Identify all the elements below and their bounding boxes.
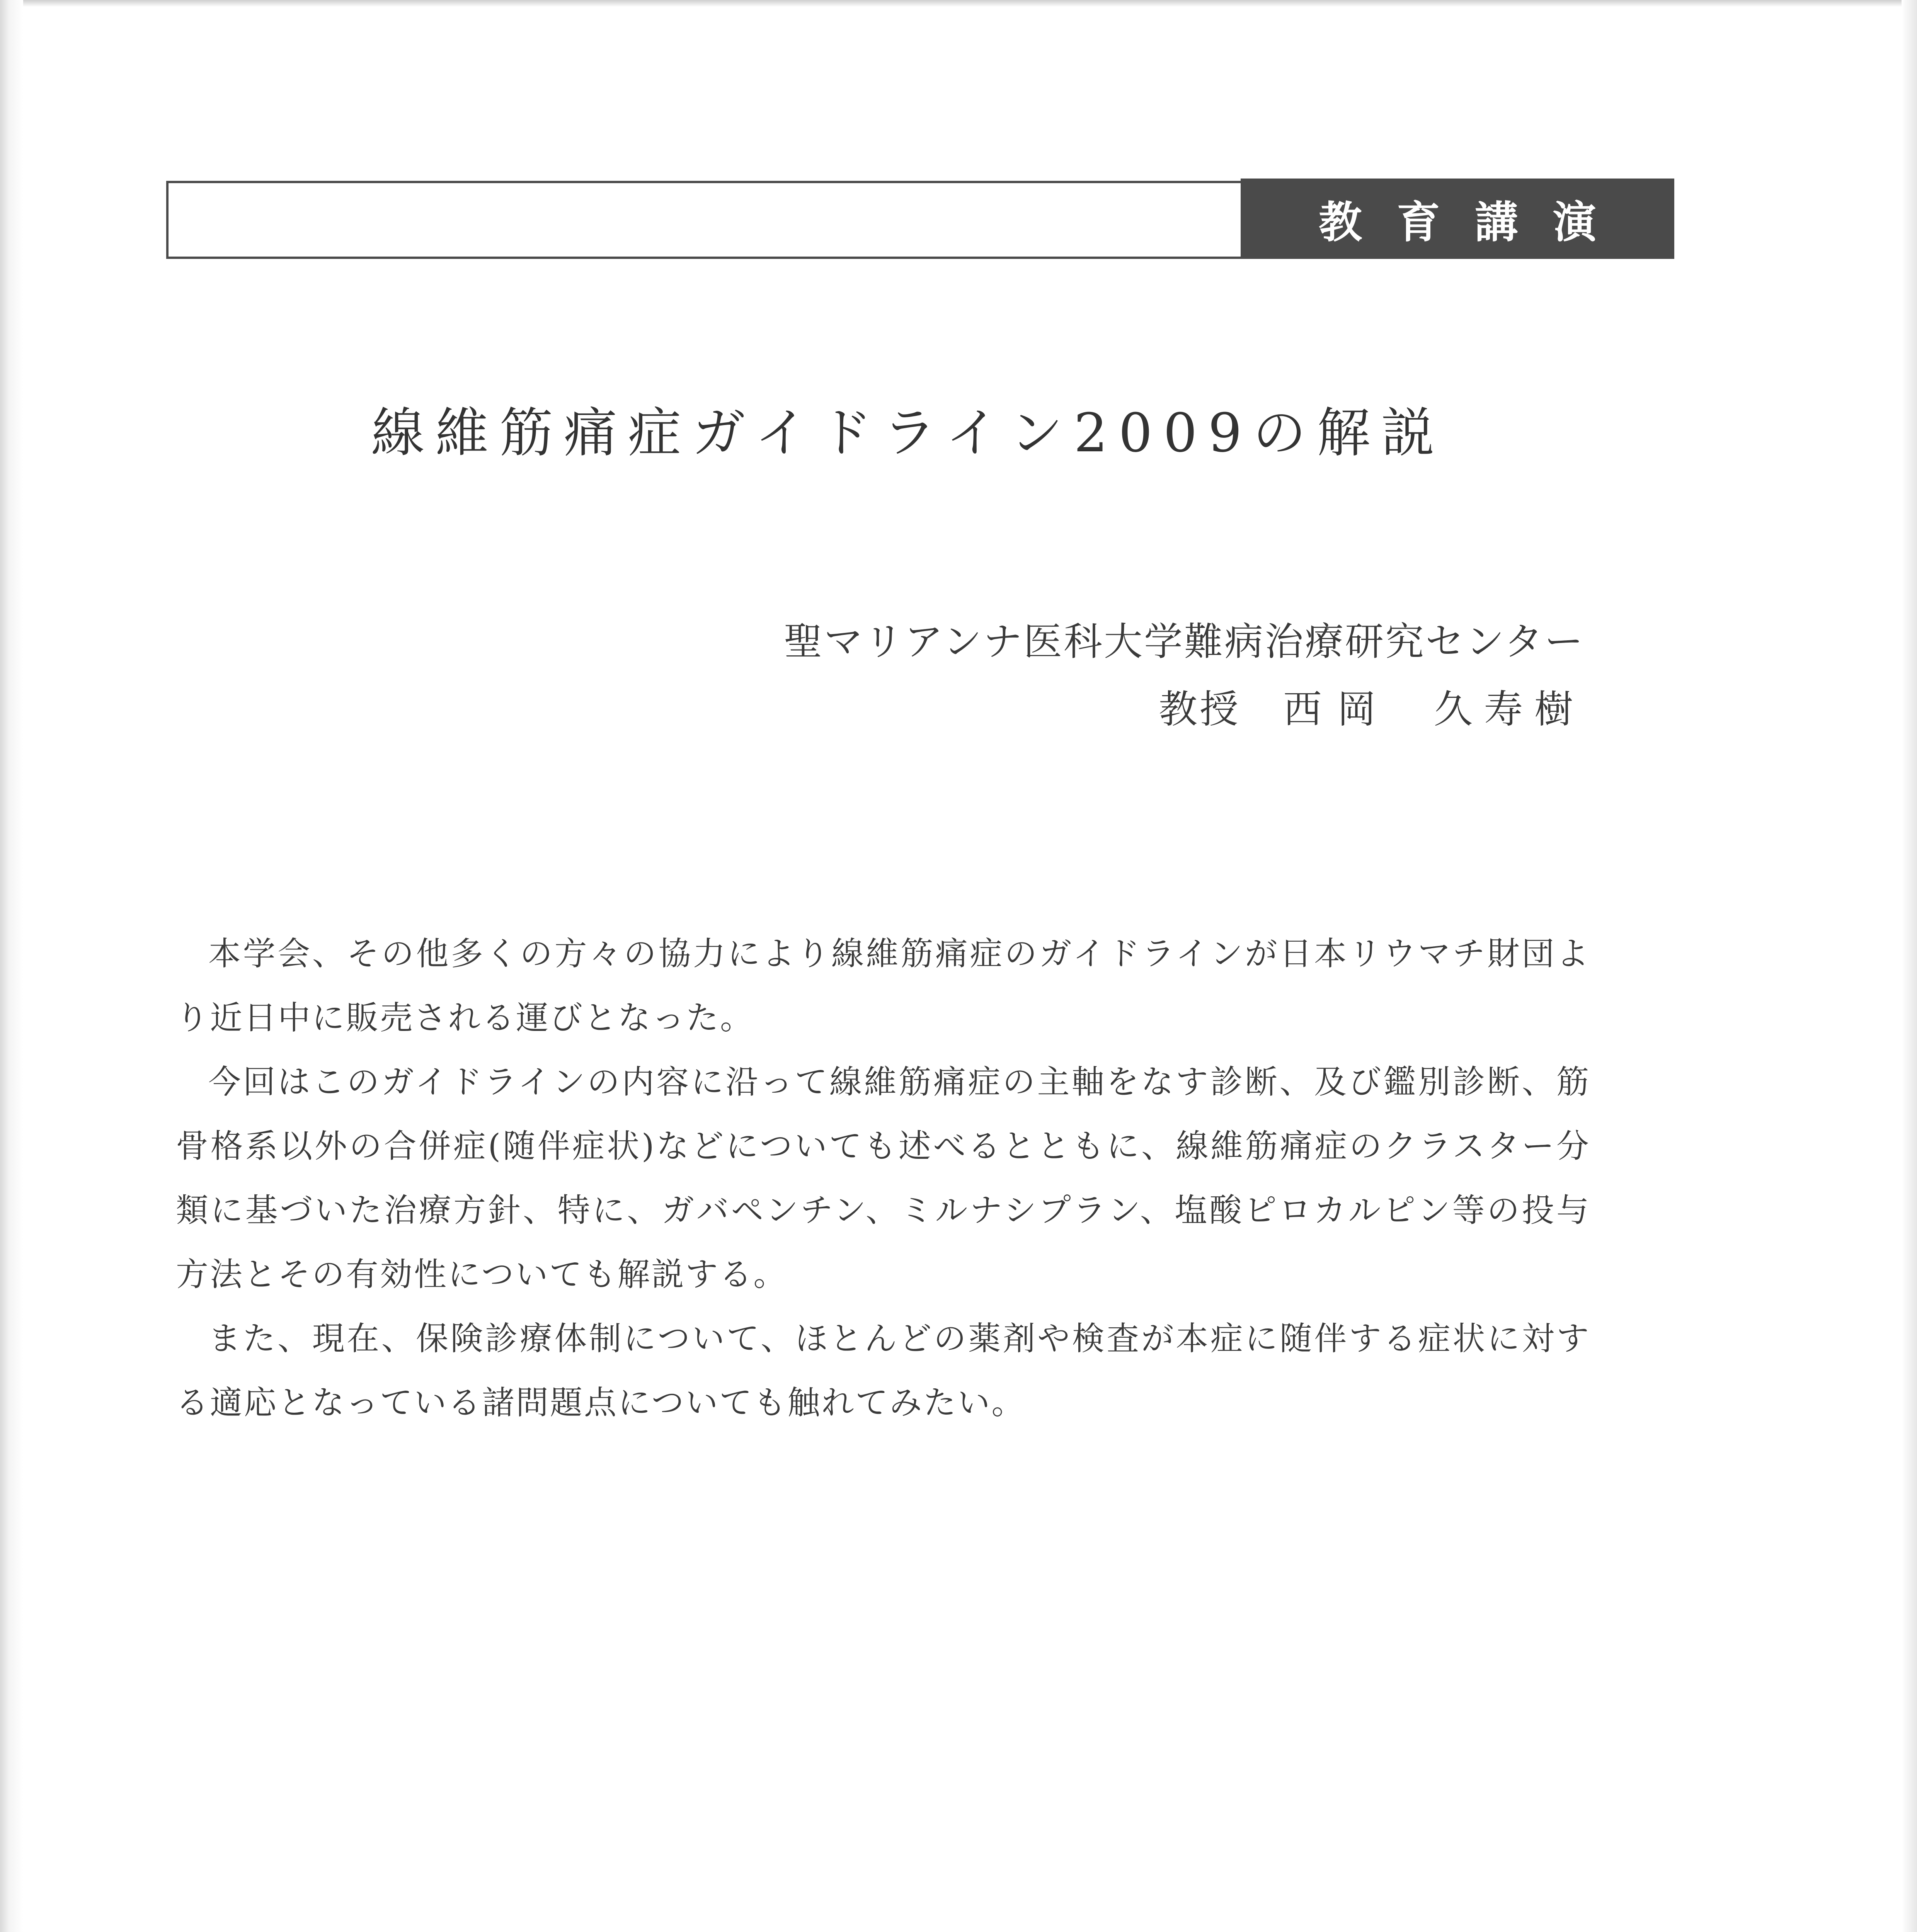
lecture-title: 線維筋痛症ガイドライン2009の解説 <box>371 402 1445 464</box>
abstract-paragraph: また、現在、保険診療体制について、ほとんどの薬剤や検査が本症に随伴する症状に対する適応となっている諸問題点についても触れてみたい。 <box>176 1320 1590 1422</box>
abstract-body <box>176 922 1590 1435</box>
section-label: 教育講演 <box>1319 197 1631 248</box>
author-line <box>1159 678 1585 734</box>
section-label-box <box>1241 179 1674 259</box>
author-family-name: 西岡 <box>1283 687 1391 732</box>
abstract-paragraph: 今回はこのガイドラインの内容に沿って線維筋痛症の主軸をなす診断、及び鑑別診断、筋骨格系以外の合併症(随伴症状)などについても述べるとともに、線維筋痛症のクラスター分類に基づいた治療方針、特に、ガバペンチン、ミルナシプラン、塩酸ピロカルピン等の投与方法とその有効性についても解説する。 <box>176 1063 1590 1293</box>
author-position: 教授 <box>1159 687 1241 732</box>
author-affiliation: 聖マリアンナ医科大学難病治療研究センター <box>784 619 1585 664</box>
scan-edge-left <box>0 0 23 1932</box>
scan-edge-top <box>0 0 1917 7</box>
scan-edge-right <box>1902 0 1917 1932</box>
author-given-name: 久寿樹 <box>1434 687 1585 732</box>
abstract-paragraph: 本学会、その他多くの方々の協力により線維筋痛症のガイドラインが日本リウマチ財団より近日中に販売される運びとなった。 <box>176 935 1590 1037</box>
